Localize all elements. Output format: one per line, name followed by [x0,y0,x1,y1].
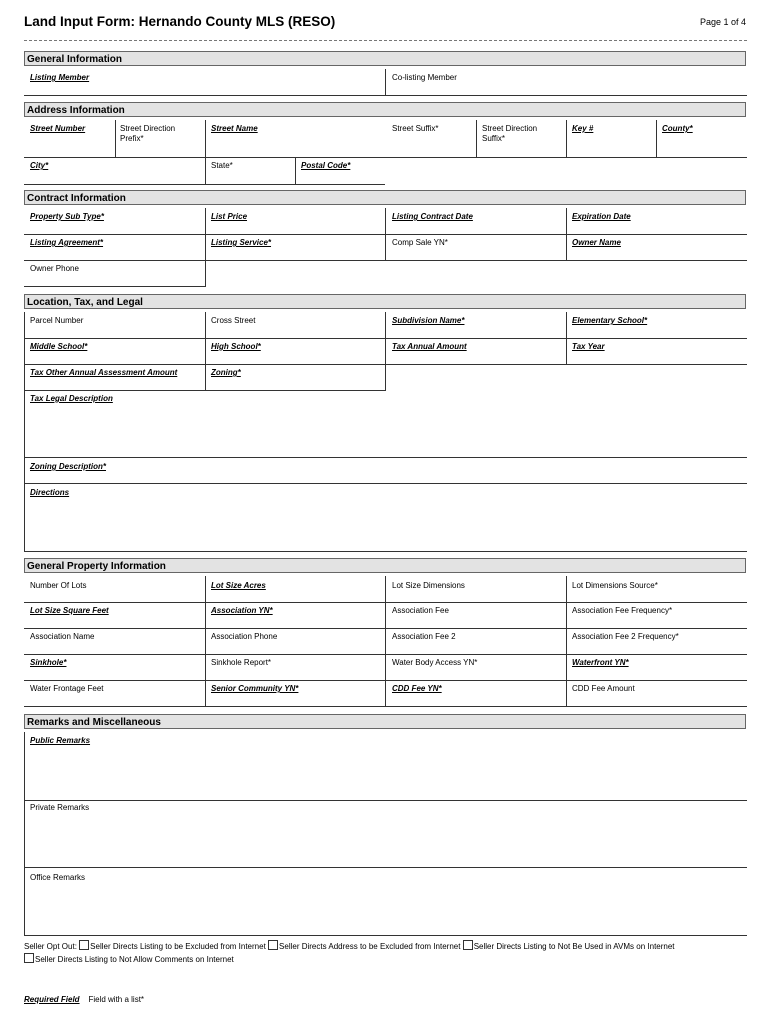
divider [385,576,386,707]
association-fee-2-label: Association Fee 2 [392,632,456,641]
tax-annual-amount-label: Tax Annual Amount [392,342,467,351]
address-row1-field[interactable] [24,157,747,158]
top-divider [24,40,747,41]
co-listing-member-field[interactable] [386,95,747,96]
association-fee-label: Association Fee [392,606,449,615]
divider [205,158,206,185]
listing-agreement-label: Listing Agreement* [30,238,104,247]
section-address-information: Address Information [24,102,746,117]
tax-year-label: Tax Year [572,342,605,351]
co-listing-member-label: Co-listing Member [392,73,457,82]
office-remarks-field[interactable] [24,935,747,936]
page-title: Land Input Form: Hernando County MLS (RESO) [24,14,336,29]
divider [385,312,386,391]
listing-contract-date-label: Listing Contract Date [392,212,473,221]
key-label: Key # [572,124,594,133]
tax-other-annual-label: Tax Other Annual Assessment Amount [30,368,178,377]
legend-field-with-list: Field with a list* [88,995,145,1004]
public-remarks-field[interactable] [24,800,747,801]
comp-sale-yn-label: Comp Sale YN* [392,238,448,247]
section-general-property-information: General Property Information [24,558,746,573]
cdd-fee-amount-label: CDD Fee Amount [572,684,635,693]
water-frontage-feet-label: Water Frontage Feet [30,684,104,693]
divider [566,208,567,261]
list-price-label: List Price [211,212,248,221]
divider [566,120,567,158]
subdivision-name-label: Subdivision Name* [392,316,465,325]
seller-opt-out-label: Seller Opt Out: [24,942,77,951]
lot-size-dimensions-label: Lot Size Dimensions [392,581,465,590]
high-school-label: High School* [211,342,261,351]
directions-label: Directions [30,488,70,497]
divider [295,158,296,185]
cross-street-label: Cross Street [211,316,256,325]
lot-size-acres-label: Lot Size Acres [211,581,266,590]
number-of-lots-label: Number Of Lots [30,581,87,590]
divider [566,576,567,707]
owner-phone-label: Owner Phone [30,264,79,273]
senior-community-yn-label: Senior Community YN* [211,684,299,693]
section-location-tax-legal: Location, Tax, and Legal [24,294,746,309]
divider [566,312,567,365]
listing-member-field[interactable] [24,95,385,96]
association-name-label: Association Name [30,632,95,641]
divider [205,208,206,287]
divider [205,120,206,158]
private-remarks-field[interactable] [24,867,747,868]
zoning-label: Zoning* [211,368,241,377]
owner-phone-field[interactable] [24,286,205,287]
street-suffix-label: Street Suffix* [392,124,439,133]
owner-name-label: Owner Name [572,238,621,247]
opt-out-avm-label: Seller Directs Listing to Not Be Used in AVMs on Internet [473,942,675,951]
street-direction-suffix-label: Street Direction Suffix* [482,124,538,143]
state-label: State* [211,161,233,170]
opt-out-exclude-listing-label: Seller Directs Listing to be Excluded from Internet [90,942,266,951]
city-label: City* [30,161,49,170]
property-sub-type-label: Property Sub Type* [30,212,104,221]
opt-out-exclude-address-checkbox[interactable] [268,940,278,950]
location-row3-field[interactable] [24,390,385,391]
zoning-description-field[interactable] [24,483,747,484]
public-remarks-label: Public Remarks [30,736,91,745]
legend-required-field: Required Field [24,995,80,1004]
middle-school-label: Middle School* [30,342,88,351]
elementary-school-label: Elementary School* [572,316,648,325]
county-label: County* [662,124,693,133]
section-general-information: General Information [24,51,746,66]
street-number-label: Street Number [30,124,86,133]
divider [385,69,386,96]
sinkhole-label: Sinkhole* [30,658,67,667]
page-number: Page 1 of 4 [700,17,747,27]
association-phone-label: Association Phone [211,632,278,641]
zoning-description-label: Zoning Description* [30,462,106,471]
divider [385,208,386,261]
parcel-number-label: Parcel Number [30,316,84,325]
association-fee-frequency-label: Association Fee Frequency* [572,606,673,615]
sinkhole-report-label: Sinkhole Report* [211,658,272,667]
listing-service-label: Listing Service* [211,238,272,247]
tax-legal-description-label: Tax Legal Description [30,394,113,403]
directions-field[interactable] [24,551,747,552]
divider [205,312,206,391]
water-body-access-yn-label: Water Body Access YN* [392,658,478,667]
listing-member-label: Listing Member [30,73,90,82]
private-remarks-label: Private Remarks [30,803,90,812]
lot-dimensions-source-label: Lot Dimensions Source* [572,581,658,590]
divider [205,576,206,707]
divider [656,120,657,158]
office-remarks-label: Office Remarks [30,873,85,882]
section-remarks-misc: Remarks and Miscellaneous [24,714,746,729]
cdd-fee-yn-label: CDD Fee YN* [392,684,442,693]
opt-out-comments-checkbox[interactable] [24,953,34,963]
association-yn-label: Association YN* [211,606,273,615]
street-direction-prefix-label: Street Direction Prefix* [120,124,176,143]
postal-code-label: Postal Code* [301,161,351,170]
opt-out-comments-label: Seller Directs Listing to Not Allow Comments on Internet [35,955,234,964]
divider [115,120,116,158]
legend [24,995,144,1004]
opt-out-exclude-listing-checkbox[interactable] [79,940,89,950]
association-fee-2-frequency-label: Association Fee 2 Frequency* [572,632,679,641]
lot-size-square-feet-label: Lot Size Square Feet [30,606,109,615]
section-contract-information: Contract Information [24,190,746,205]
street-name-label: Street Name [211,124,258,133]
opt-out-exclude-address-label: Seller Directs Address to be Excluded from Internet [279,942,461,951]
waterfront-yn-label: Waterfront YN* [572,658,629,667]
divider [24,312,25,552]
expiration-date-label: Expiration Date [572,212,631,221]
tax-legal-description-field[interactable] [24,457,747,458]
seller-opt-out [24,940,749,966]
divider [476,120,477,158]
opt-out-avm-checkbox[interactable] [463,940,473,950]
divider [24,732,25,936]
